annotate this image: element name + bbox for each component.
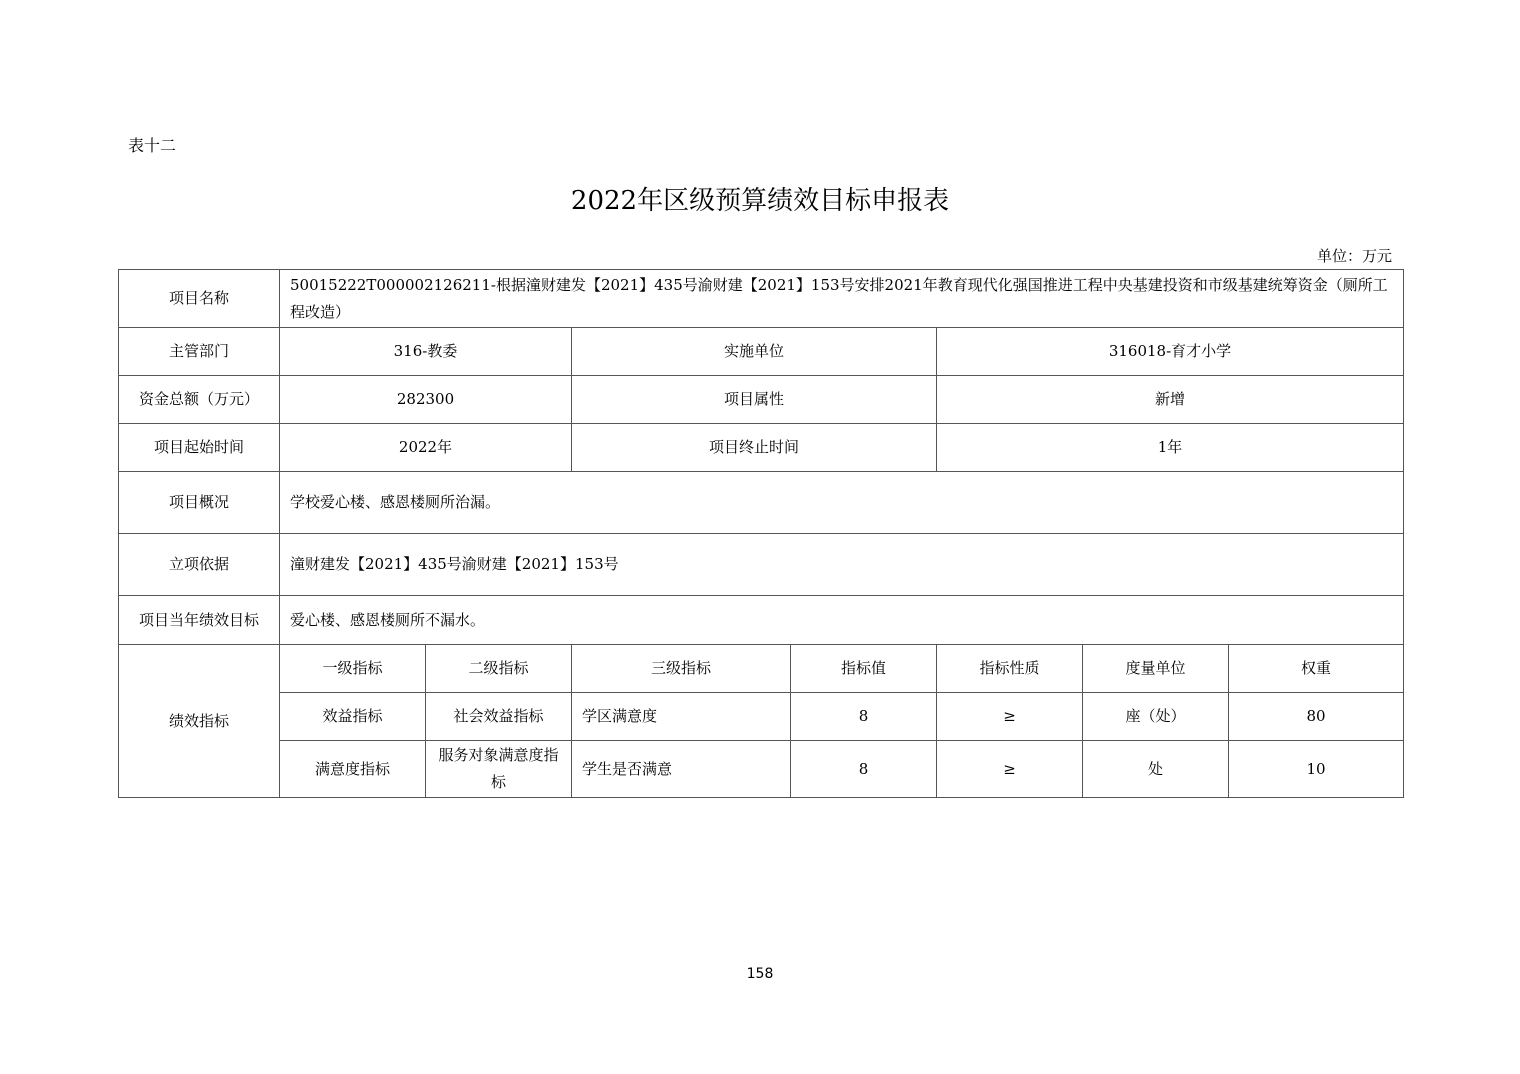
project-name-value: 50015222T000002126211-根据潼财建发【2021】435号渝财建【2021】153号安排2021年教育现代化强国推进工程中央基建投资和市级基建统筹资金（厕所工程改造） bbox=[280, 270, 1404, 328]
overview-row bbox=[119, 472, 1404, 534]
annual-goal-label: 项目当年绩效目标 bbox=[119, 596, 280, 645]
performance-target-table bbox=[118, 269, 1404, 798]
table-label: 表十二 bbox=[128, 136, 177, 155]
overview-value: 学校爱心楼、感恩楼厕所治漏。 bbox=[280, 472, 1404, 534]
department-row bbox=[119, 328, 1404, 376]
annual-goal-value: 爱心楼、感恩楼厕所不漏水。 bbox=[280, 596, 1404, 645]
end-time-value: 1年 bbox=[937, 424, 1404, 472]
total-funds-label: 资金总额（万元） bbox=[119, 376, 280, 424]
implementer-label: 实施单位 bbox=[572, 328, 937, 376]
overview-label: 项目概况 bbox=[119, 472, 280, 534]
header-unit: 度量单位 bbox=[1083, 645, 1229, 693]
department-value: 316-教委 bbox=[280, 328, 572, 376]
header-level3: 三级指标 bbox=[572, 645, 791, 693]
row2-level2: 服务对象满意度指标 bbox=[426, 741, 572, 798]
row1-value: 8 bbox=[791, 693, 937, 741]
row2-nature: ≥ bbox=[937, 741, 1083, 798]
implementer-value: 316018-育才小学 bbox=[937, 328, 1404, 376]
header-nature: 指标性质 bbox=[937, 645, 1083, 693]
row1-weight: 80 bbox=[1229, 693, 1404, 741]
attribute-value: 新增 bbox=[937, 376, 1404, 424]
basis-row bbox=[119, 534, 1404, 596]
start-time-value: 2022年 bbox=[280, 424, 572, 472]
row2-unit: 处 bbox=[1083, 741, 1229, 798]
total-funds-value: 282300 bbox=[280, 376, 572, 424]
project-name-label: 项目名称 bbox=[119, 270, 280, 328]
row2-weight: 10 bbox=[1229, 741, 1404, 798]
page-number: 158 bbox=[746, 966, 774, 982]
basis-value: 潼财建发【2021】435号渝财建【2021】153号 bbox=[280, 534, 1404, 596]
end-time-label: 项目终止时间 bbox=[572, 424, 937, 472]
row1-level3: 学区满意度 bbox=[572, 693, 791, 741]
project-name-row bbox=[119, 270, 1404, 328]
basis-label: 立项依据 bbox=[119, 534, 280, 596]
row1-level1: 效益指标 bbox=[280, 693, 426, 741]
annual-goal-row bbox=[119, 596, 1404, 645]
row1-nature: ≥ bbox=[937, 693, 1083, 741]
table-row bbox=[119, 693, 1404, 741]
attribute-label: 项目属性 bbox=[572, 376, 937, 424]
header-value: 指标值 bbox=[791, 645, 937, 693]
department-label: 主管部门 bbox=[119, 328, 280, 376]
table-row bbox=[119, 741, 1404, 798]
unit-label: 单位：万元 bbox=[1316, 247, 1392, 265]
row1-unit: 座（处） bbox=[1083, 693, 1229, 741]
row1-level2: 社会效益指标 bbox=[426, 693, 572, 741]
funds-row bbox=[119, 376, 1404, 424]
header-weight: 权重 bbox=[1229, 645, 1404, 693]
indicator-header-row bbox=[119, 645, 1404, 693]
start-time-label: 项目起始时间 bbox=[119, 424, 280, 472]
time-row bbox=[119, 424, 1404, 472]
page-title: 2022年区级预算绩效目标申报表 bbox=[570, 186, 950, 216]
header-level1: 一级指标 bbox=[280, 645, 426, 693]
header-level2: 二级指标 bbox=[426, 645, 572, 693]
row2-value: 8 bbox=[791, 741, 937, 798]
row2-level3: 学生是否满意 bbox=[572, 741, 791, 798]
row2-level1: 满意度指标 bbox=[280, 741, 426, 798]
indicators-label: 绩效指标 bbox=[119, 645, 280, 798]
